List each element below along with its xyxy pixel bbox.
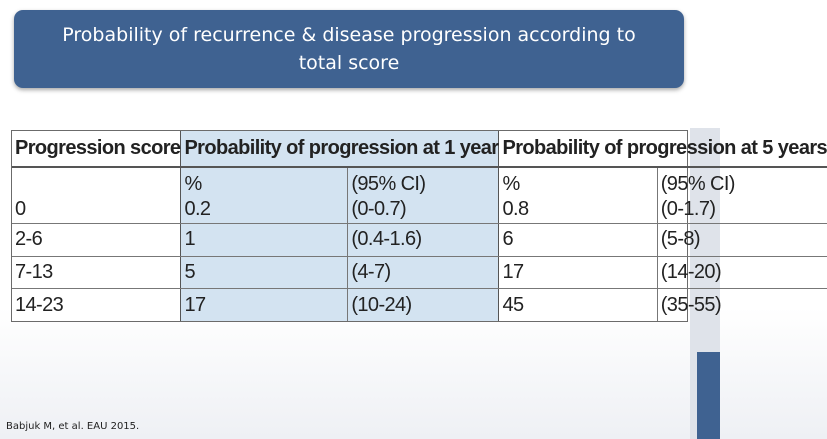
ci-5y-cell: (0-1.7)	[657, 196, 827, 223]
score-cell: 0	[12, 196, 181, 223]
subheader-ci-5y: (95% CI)	[657, 167, 827, 197]
ci-5y-cell: (14-20)	[657, 256, 827, 289]
table-row	[12, 256, 827, 289]
ci-1y-cell: (0.4-1.6)	[348, 223, 499, 256]
score-cell: 7-13	[12, 256, 181, 289]
percent-1y-cell: 5	[181, 256, 348, 289]
subheader-empty	[12, 167, 181, 197]
table-header-row	[12, 131, 827, 167]
percent-1y-cell: 0.2	[181, 196, 348, 223]
percent-1y-cell: 17	[181, 289, 348, 321]
table-subheader-row	[12, 167, 827, 197]
progression-table	[11, 130, 827, 322]
ci-5y-cell: (35-55)	[657, 289, 827, 321]
percent-5y-cell: 6	[499, 223, 657, 256]
slide-title: Probability of recurrence & disease progression according to total score	[62, 24, 636, 74]
table-row	[12, 223, 827, 256]
percent-5y-cell: 0.8	[499, 196, 657, 223]
score-cell: 14-23	[15, 293, 64, 316]
percent-5y-cell: 17	[499, 256, 657, 289]
decorative-strip-dark	[697, 352, 720, 439]
score-cell: 2-6	[12, 223, 181, 256]
table-row	[12, 289, 827, 321]
header-progression-score: Progression score	[12, 131, 181, 167]
ci-1y-cell: (10-24)	[348, 289, 499, 321]
ci-1y-cell: (0-0.7)	[348, 196, 499, 223]
percent-1y-cell: 1	[181, 223, 348, 256]
subheader-percent-5y: %	[502, 173, 520, 196]
subheader-ci-1y: (95% CI)	[348, 167, 499, 197]
header-1-year: Probability of progression at 1 year	[181, 131, 499, 167]
percent-5y-cell: 45	[502, 293, 524, 316]
header-5-years: Probability of progression at 5 years	[499, 131, 827, 167]
subheader-percent-1y: %	[181, 167, 348, 197]
ci-1y-cell: (4-7)	[348, 256, 499, 289]
ci-5y-cell: (5-8)	[657, 223, 827, 256]
title-banner	[14, 10, 684, 88]
citation: Babjuk M, et al. EAU 2015.	[6, 421, 140, 432]
table-row	[12, 196, 827, 223]
